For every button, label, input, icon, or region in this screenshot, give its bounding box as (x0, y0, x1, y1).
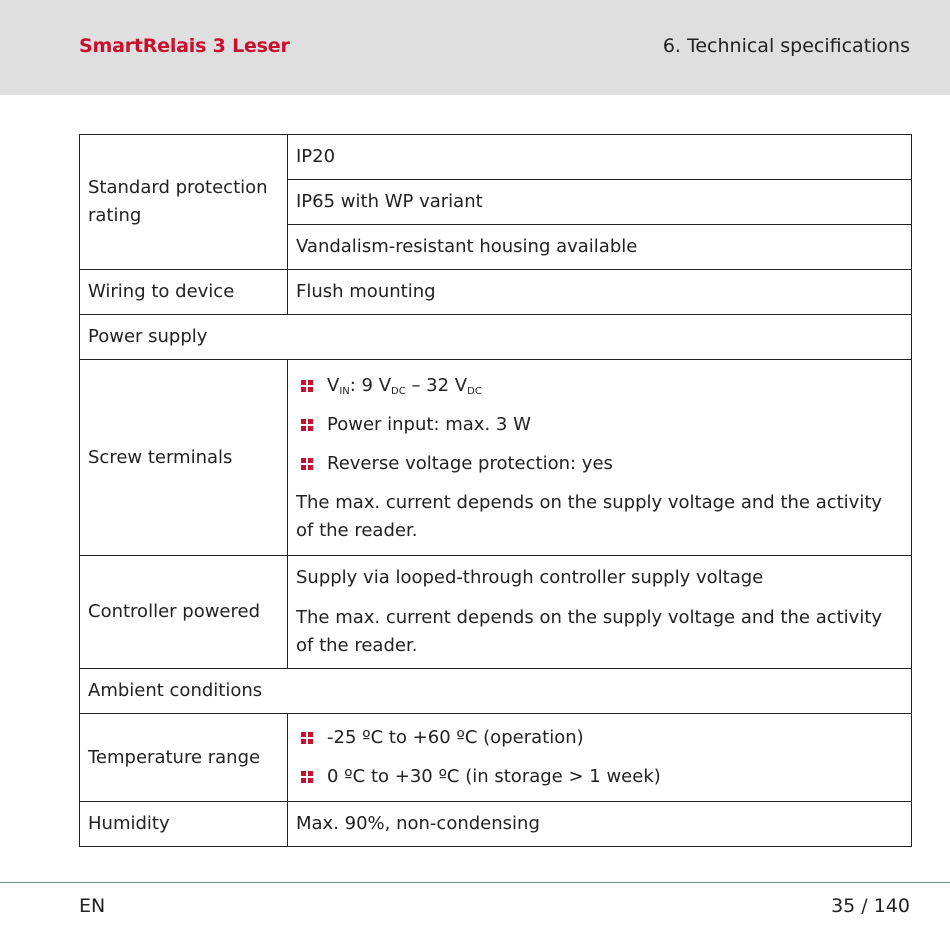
temperature-label: Temperature range (80, 714, 288, 802)
list-item (301, 724, 903, 752)
reverse-protection: Reverse voltage protection: yes (327, 452, 613, 474)
table-row (80, 315, 912, 360)
bullet-icon (301, 771, 313, 783)
wiring-value: Flush mounting (288, 270, 912, 315)
section-title: 6. Technical specifications (662, 35, 910, 57)
screw-terminals-label: Screw terminals (80, 360, 288, 556)
list-item (301, 372, 903, 400)
wiring-label: Wiring to device (80, 270, 288, 315)
temperature-storage: 0 ºC to +30 ºC (in storage > 1 week) (327, 766, 661, 787)
protection-vandalism: Vandalism-resistant housing available (288, 225, 912, 270)
bullet-icon (301, 419, 313, 431)
controller-supply: Supply via looped-through controller supply voltage (296, 567, 764, 588)
protection-ip20: IP20 (288, 135, 912, 180)
controller-current-note: The max. current depends on the supply voltage and the activity of the reader. (296, 607, 883, 656)
bullet-icon (301, 380, 313, 392)
protection-label: Standard protection rating (80, 135, 288, 270)
list-item (301, 763, 903, 791)
power-input: Power input: max. 3 W (327, 413, 531, 435)
page-number: 35 / 140 (831, 895, 910, 917)
table-row (80, 669, 912, 714)
temperature-operation: -25 ºC to +60 ºC (operation) (327, 727, 584, 748)
power-supply-heading: Power supply (80, 315, 912, 360)
protection-ip65: IP65 with WP variant (288, 180, 912, 225)
humidity-label: Humidity (80, 802, 288, 847)
controller-powered-label: Controller powered (80, 556, 288, 669)
bullet-icon (301, 732, 313, 744)
list-item (301, 411, 903, 439)
ambient-conditions-heading: Ambient conditions (80, 669, 912, 714)
table-row (80, 135, 912, 180)
table-row (80, 714, 912, 802)
table-row (80, 270, 912, 315)
vin-range: $V_{IN}$: 9 $V_{DC} - 32$ $V_{DC}$ (327, 374, 482, 397)
screw-current-note: The max. current depends on the supply voltage and the activity of the reader. (296, 491, 883, 541)
spec-table (79, 134, 912, 847)
list-item (301, 450, 903, 478)
table-row (80, 802, 912, 847)
temperature-details (288, 714, 912, 802)
bullet-icon (301, 458, 313, 470)
page-header (0, 0, 950, 95)
screw-terminals-details (288, 360, 912, 556)
humidity-value: Max. 90%, non-condensing (288, 802, 912, 847)
table-row (80, 360, 912, 556)
table-row (80, 556, 912, 669)
footer-divider (0, 882, 950, 883)
brand-title: SmartRelais 3 Leser (79, 35, 290, 57)
controller-powered-details (288, 556, 912, 669)
footer-language: EN (79, 895, 106, 917)
